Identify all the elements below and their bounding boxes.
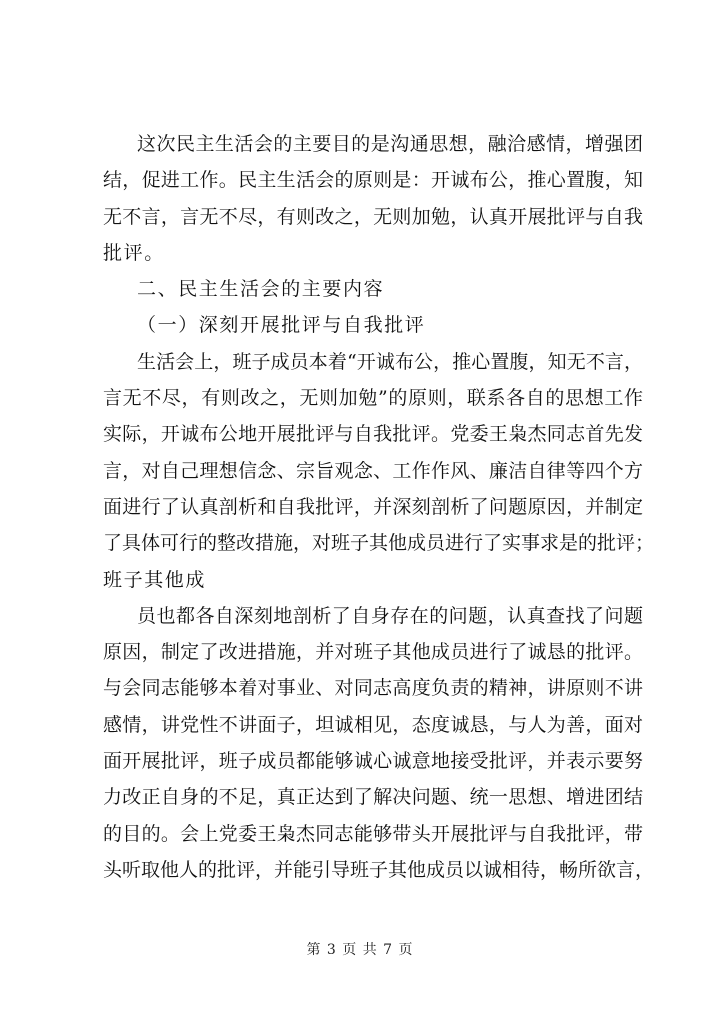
paragraph-line: 的目的。会上党委王枭杰同志能够带头开展批评与自我批评，带: [103, 822, 643, 845]
paragraph-line: 员也都各自深刻地剖析了自身存在的问题，认真查找了问题: [137, 604, 643, 627]
paragraph-line: 实际，开诚布公地开展批评与自我批评。党委王枭杰同志首先发: [103, 423, 643, 446]
paragraph-line: 原因，制定了改进措施，并对班子其他成员进行了诚恳的批评。: [103, 641, 643, 664]
paragraph-line: 感情，讲党性不讲面子，坦诚相见，态度诚恳，与人为善，面对: [103, 713, 643, 736]
paragraph-line: 结，促进工作。民主生活会的原则是：开诚布公，推心置腹，知: [103, 169, 643, 192]
paragraph-line: 班子其他成: [103, 568, 207, 591]
paragraph-line: 批评。: [103, 241, 165, 264]
page-number-footer: 第 3 页 共 7 页: [306, 942, 414, 958]
paragraph-line: 了具体可行的整改措施，对班子其他成员进行了实事求是的批评；: [103, 532, 655, 555]
body-text: [103, 126, 655, 888]
paragraph-line: 言无不尽，有则改之，无则加勉”的原则，联系各自的思想工作: [103, 387, 643, 410]
subsection-heading: （一）深刻开展批评与自我批评: [137, 314, 426, 337]
section-heading: 二、民主生活会的主要内容: [137, 278, 385, 301]
paragraph-line: 面进行了认真剖析和自我批评，并深刻剖析了问题原因，并制定: [103, 495, 643, 518]
paragraph-line: 头听取他人的批评，并能引导班子其他成员以诚相待，畅所欲言，: [103, 858, 655, 881]
paragraph-line: 言，对自己理想信念、宗旨观念、工作作风、廉洁自律等四个方: [103, 459, 643, 482]
paragraph-line: 这次民主生活会的主要目的是沟通思想，融洽感情，增强团: [137, 133, 643, 155]
paragraph-line: 力改正自身的不足，真正达到了解决问题、统一思想、增进团结: [103, 786, 643, 809]
paragraph-line: 生活会上，班子成员本着“开诚布公，推心置腹，知无不言，: [137, 350, 643, 373]
paragraph-line: 面开展批评，班子成员都能够诚心诚意地接受批评，并表示要努: [103, 750, 643, 773]
paragraph-line: 无不言，言无不尽，有则改之，无则加勉，认真开展批评与自我: [103, 205, 643, 228]
paragraph-line: 与会同志能够本着对事业、对同志高度负责的精神，讲原则不讲: [103, 677, 643, 700]
